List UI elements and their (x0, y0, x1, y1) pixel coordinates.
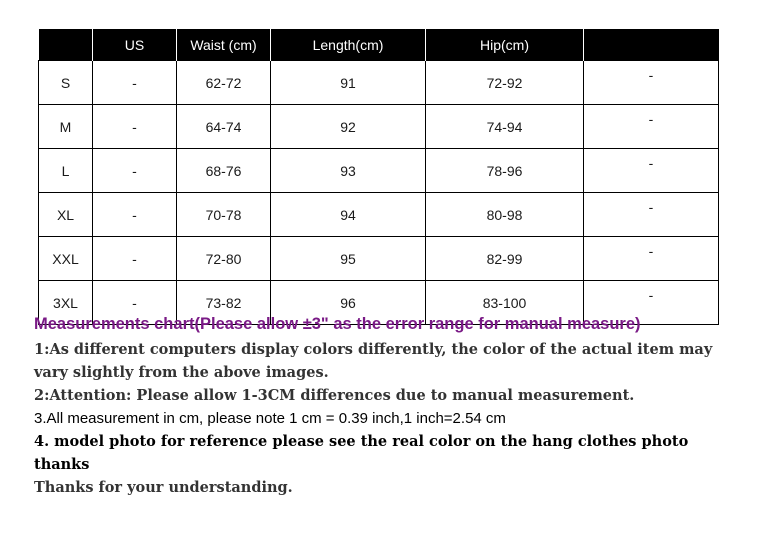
hip-cell: 78-96 (426, 149, 584, 193)
extra-cell: - (584, 105, 719, 149)
size-cell: XXL (39, 237, 93, 281)
length-cell: 91 (271, 61, 426, 105)
hip-cell: 72-92 (426, 61, 584, 105)
extra-cell: - (584, 281, 719, 325)
extra-cell: - (584, 237, 719, 281)
size-cell: L (39, 149, 93, 193)
us-cell: - (93, 105, 177, 149)
note-manual-measurement: 2:Attention: Please allow 1-3CM differences due to manual measurement. (34, 387, 635, 404)
length-cell: 92 (271, 105, 426, 149)
measurement-notes (34, 313, 734, 499)
header-cell-waist: Waist (cm) (177, 29, 271, 61)
header-cell-extra (584, 29, 719, 61)
hip-cell: 82-99 (426, 237, 584, 281)
table-row (39, 149, 719, 193)
note-thanks: Thanks for your understanding. (34, 479, 293, 496)
header-cell-us: US (93, 29, 177, 61)
extra-cell: - (584, 61, 719, 105)
waist-cell: 70-78 (177, 193, 271, 237)
hip-cell: 74-94 (426, 105, 584, 149)
length-cell: 95 (271, 237, 426, 281)
us-cell: - (93, 237, 177, 281)
table-row (39, 61, 719, 105)
waist-cell: 68-76 (177, 149, 271, 193)
waist-cell: 73-82 (177, 281, 271, 325)
us-cell: - (93, 149, 177, 193)
us-cell: - (93, 61, 177, 105)
header-cell-size (39, 29, 93, 61)
size-cell: M (39, 105, 93, 149)
table-row (39, 105, 719, 149)
note-color-disclaimer: 1:As different computers display colors differently, the color of the actual item may vary slightly from the above images. (34, 341, 713, 381)
size-cell: XL (39, 193, 93, 237)
waist-cell: 72-80 (177, 237, 271, 281)
extra-cell: - (584, 149, 719, 193)
table-row (39, 193, 719, 237)
us-cell: - (93, 193, 177, 237)
length-cell: 94 (271, 193, 426, 237)
waist-cell: 64-74 (177, 105, 271, 149)
size-cell: 3XL (39, 281, 93, 325)
table-row (39, 237, 719, 281)
hip-cell: 80-98 (426, 193, 584, 237)
note-model-photo: 4. model photo for reference please see the real color on the hang clothes photo thanks (34, 433, 689, 473)
extra-cell: - (584, 193, 719, 237)
table-header-row (39, 29, 719, 61)
waist-cell: 62-72 (177, 61, 271, 105)
header-cell-hip: Hip(cm) (426, 29, 584, 61)
length-cell: 93 (271, 149, 426, 193)
size-cell: S (39, 61, 93, 105)
size-chart-table (38, 29, 719, 325)
note-unit-conversion: 3.All measurement in cm, please note 1 cm = 0.39 inch,1 inch=2.54 cm (34, 410, 506, 427)
length-cell: 96 (271, 281, 426, 325)
notes-headline: Measurements chart(Please allow ±3" as the error range for manual measure) (34, 315, 641, 333)
header-cell-length: Length(cm) (271, 29, 426, 61)
us-cell: - (93, 281, 177, 325)
hip-cell: 83-100 (426, 281, 584, 325)
